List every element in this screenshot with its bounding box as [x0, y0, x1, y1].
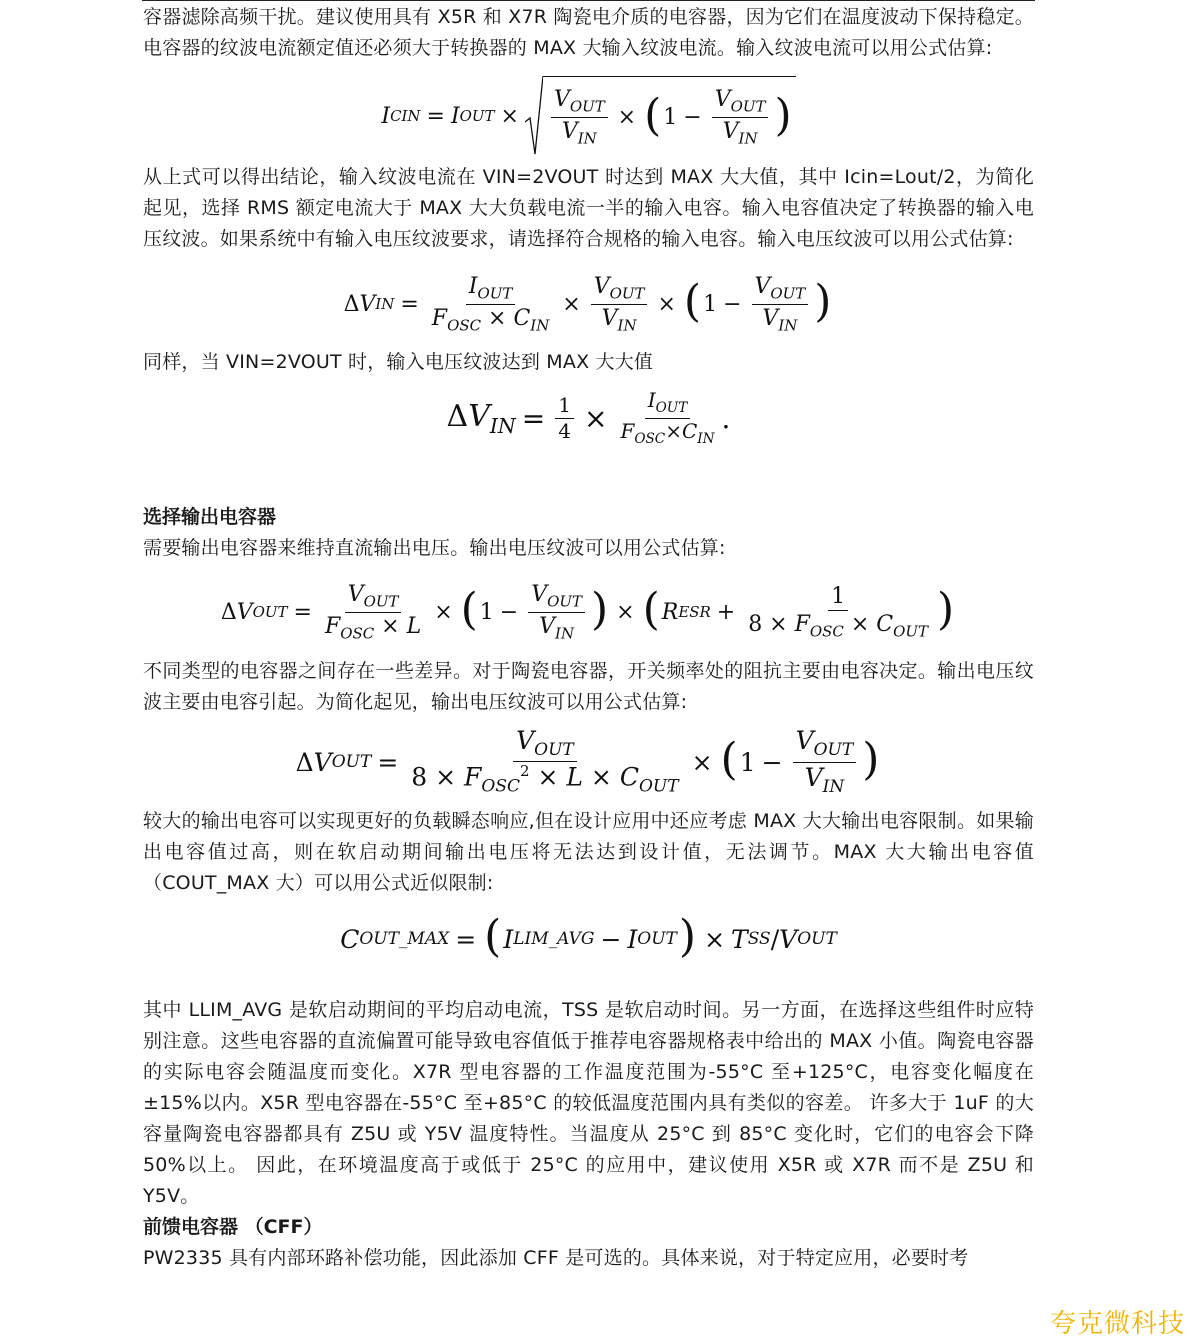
paragraph-temperature: 其中 LLIM_AVG 是软启动期间的平均启动电流，TSS 是软启动时间。另一方面，在选择这些组件时应特别注意。这些电容器的直流偏置可能导致电容值低于推荐电容器规格表中给出的 MAX 小值。陶瓷电容器的实际电容会随温度而变化。X7R 型电容器的工作温度范围为-55°C 至+125°C，电容变化幅度在±15%以内。X5R 型电容器在-55°C 至+85°C 的较低温度范围内具有类似的容差。 许多大于 1uF 的大容量陶瓷电容器都具有 Z5U 或 Y5V 温度特性。当温度从 25°C 到 85°C 变化时，它们的电容会下降 50%以上。 因此，在环境温度高于或低于 25°C 的应用中，建议使用 X5R 或 X7R 而不是 Z5U 和 Y5V。	[143, 999, 1034, 1207]
paragraph-ceramic-diff: 不同类型的电容器之间存在一些差异。对于陶瓷电容器，开关频率处的阻抗主要由电容决定。输出电压纹波主要由电容引起。为简化起见，输出电压纹波可以用公式估算:	[143, 660, 1034, 713]
paragraph-max-ripple: 同样，当 VIN=2VOUT 时，输入电压纹波达到 MAX 大大值	[143, 351, 654, 373]
paragraph-cout-max: 较大的输出电容可以实现更好的负载瞬态响应,但在设计应用中还应考虑 MAX 大大输出电容限制。如果输出电容值过高，则在软启动期间输出电压将无法达到设计值，无法调节。MAX 大大输出电容值（COUT_MAX 大）可以用公式近似限制:	[143, 810, 1034, 894]
paragraph-input-cap-intro: 容器滤除高频干扰。建议使用具有 X5R 和 X7R 陶瓷电介质的电容器，因为它们在温度波动下保持稳定。电容器的纹波电流额定值还必须大于转换器的 MAX 大输入纹波电流。输入纹波电流可以用公式估算:	[143, 6, 1034, 59]
top-rule	[142, 0, 1035, 1]
heading-feedforward-capacitor: 前馈电容器 （CFF）	[143, 1216, 323, 1238]
equation-input-ripple-voltage: Δ V IN = $I_{OUT}$ $F_{OSC} \times C_{IN}$ × $V_{OUT}$ $V_{IN}$ × ( 1 − $V_{OUT}$ $V_{IN}$ )	[343, 273, 832, 334]
equation-output-ripple-esr: Δ V OUT = $V_{OUT}$ $F_{OSC} \times L$ × ( 1 − $V_{OUT}$ $V_{IN}$ ) × ( R ESR + 1 $8 \times F_{OSC} \times C_{OUT}$ )	[220, 581, 955, 642]
watermark-logo: 夸克微科技	[1050, 1309, 1186, 1339]
equation-output-ripple-ceramic: Δ V OUT = $V_{OUT}$ $8 \times F_{OSC}^2 \times L \times C_{OUT}$ × ( 1 − $V_{OUT}$ $V_{IN}$ )	[295, 725, 880, 797]
paragraph-cff: PW2335 具有内部环路补偿功能，因此添加 CFF 是可选的。具体来说，对于特定应用，必要时考	[143, 1247, 969, 1269]
paragraph-output-cap-intro: 需要输出电容器来维持直流输出电压。输出电压纹波可以用公式估算:	[143, 537, 726, 559]
equation-input-ripple-current: I CIN = I OUT × $V_{OUT}$ $V_{IN}$ × ( 1 − $V_{OUT}$ $V_{IN}$ )	[143, 66, 1034, 166]
equation-cout-max: C OUT_MAX = ( I LIM_AVG − I OUT ) × T SS / V OUT	[340, 911, 837, 962]
paragraph-input-ripple-voltage: 从上式可以得出结论，输入纹波电流在 VIN=2VOUT 时达到 MAX 大大值，其中 Icin=Lout/2，为简化起见，选择 RMS 额定电流大于 MAX 大大负载电流一半的输入电容。输入电容值决定了转换器的输入电压纹波。如果系统中有输入电压纹波要求，请选择符合规格的输入电容。输入电压纹波可以用公式估算:	[143, 166, 1034, 250]
heading-output-capacitor: 选择输出电容器	[143, 506, 277, 528]
equation-input-ripple-max: $\Delta V_{IN}$ = $\frac{1}{4}$ × $I_{OUT}$ $F_{OSC}\times C_{IN}$ .	[446, 387, 731, 447]
document-page	[143, 2, 1034, 1274]
